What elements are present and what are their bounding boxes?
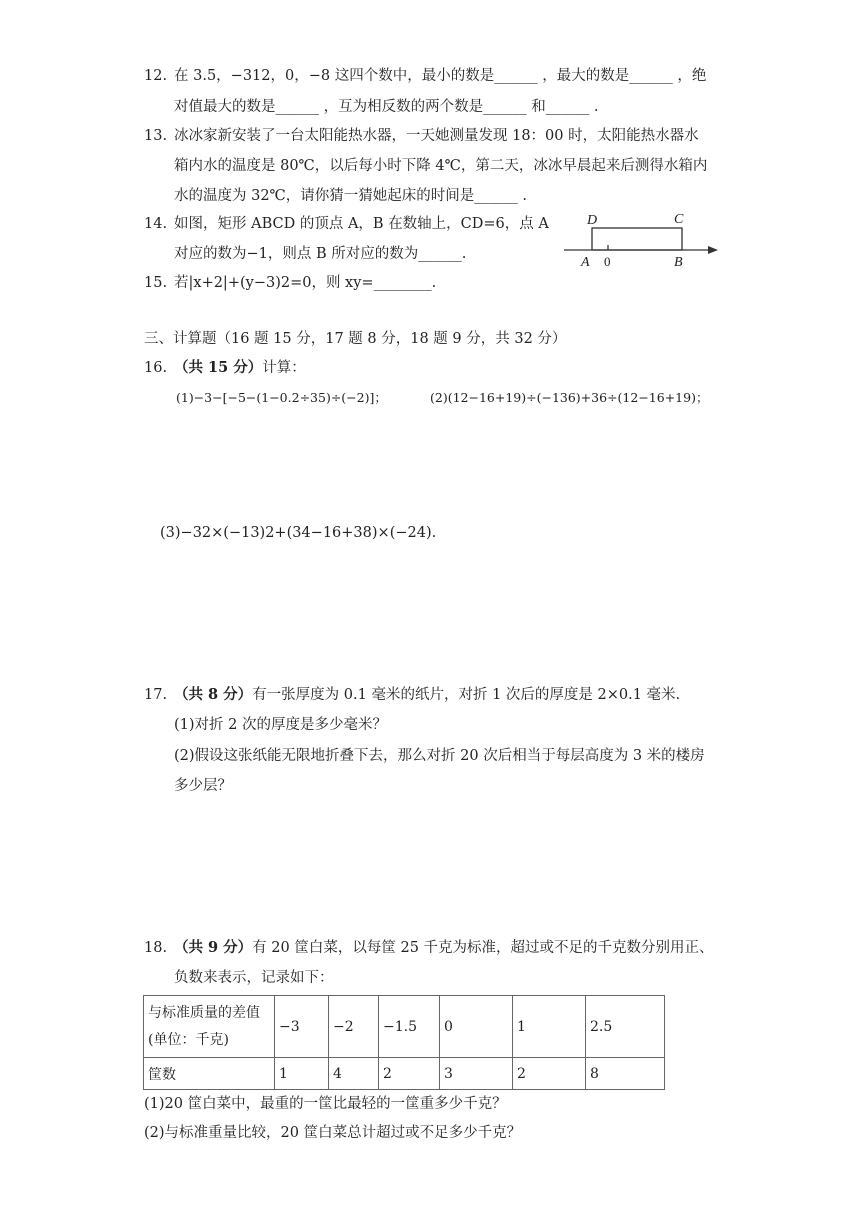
section-heading: 三、计算题（16 题 15 分，17 题 8 分，18 题 9 分，共 32 分） — [144, 331, 567, 347]
table-row — [144, 996, 665, 1058]
label-d: D — [587, 213, 598, 228]
q16-part3: (3)−32×(−13)2+(34−16+38)×(−24). — [160, 525, 437, 541]
q18-line2: 负数来表示，记录如下： — [174, 970, 334, 986]
table-cell: −3 — [275, 996, 329, 1058]
table-cell: 2 — [513, 1058, 586, 1090]
q12-text-line1: 在 3.5，−312，0，−8 这四个数中，最小的数是______ ，最大的数是______ ，绝 — [174, 68, 707, 84]
q17-sub2-line1: (2)假设这张纸能无限地折叠下去，那么对折 20 次后相当于每层高度为 3 米的楼房 — [174, 748, 705, 764]
q16-part2: (2)(12−16+19)÷(−136)+36÷(12−16+19)； — [430, 390, 709, 405]
q15-number: 15. — [144, 275, 168, 291]
q14-text-line1: 如图，矩形 ABCD 的顶点 A，B 在数轴上，CD=6，点 A — [174, 216, 549, 232]
q18-line1 — [174, 938, 714, 958]
rectangle-abcd — [592, 228, 682, 250]
q18-text: 有 20 筐白菜，以每筐 25 千克为标准，超过或不足的千克数分别用正、 — [252, 940, 714, 956]
table-cell: 0 — [440, 996, 513, 1058]
q17-sub1: (1)对折 2 次的厚度是多少毫米？ — [174, 717, 387, 733]
q17-sub2-line2: 多少层？ — [174, 778, 232, 794]
table-cell: −1.5 — [379, 996, 440, 1058]
table-cell: 8 — [586, 1058, 665, 1090]
q16-number: 16. — [144, 360, 168, 376]
q17-line1 — [174, 685, 680, 705]
number-line-arrow — [708, 246, 718, 254]
q12-number: 12. — [144, 68, 168, 84]
table-cell: 1 — [275, 1058, 329, 1090]
label-c: C — [674, 212, 684, 227]
q13-text-line1: 冰冰家新安装了一台太阳能热水器，一天她测量发现 18：00 时，太阳能热水器水 — [174, 128, 699, 144]
q14-number: 14. — [144, 216, 168, 232]
table-cell: 2 — [379, 1058, 440, 1090]
q17-text: 有一张厚度为 0.1 毫米的纸片，对折 1 次后的厚度是 2×0.1 毫米. — [252, 687, 681, 703]
table-cell: −2 — [329, 996, 379, 1058]
table-row-label: 筐数 — [144, 1058, 275, 1090]
label-a: A — [581, 255, 590, 270]
q17-points: （共 8 分） — [174, 686, 253, 703]
table-header-line2: (单位：千克) — [148, 1031, 229, 1048]
q18-points: （共 9 分） — [174, 939, 253, 956]
q18-number: 18. — [144, 940, 168, 956]
q14-text-line2: 对应的数为−1，则点 B 所对应的数为______. — [174, 246, 467, 262]
table-header-line1: 与标准质量的差值 — [148, 1004, 260, 1021]
table-cell: 1 — [513, 996, 586, 1058]
table-row — [144, 1058, 665, 1090]
rectangle-number-line-figure — [560, 208, 720, 270]
q13-text-line2: 箱内水的温度是 80℃，以后每小时下降 4℃，第二天，冰冰早晨起来后测得水箱内 — [174, 158, 708, 174]
table-cell: 4 — [329, 1058, 379, 1090]
q18-sub2: (2)与标准重量比较，20 筐白菜总计超过或不足多少千克？ — [144, 1125, 522, 1141]
table-header-cell — [144, 996, 275, 1058]
q13-text-line3: 水的温度为 32℃，请你猜一猜她起床的时间是______ . — [174, 188, 527, 204]
table-cell: 2.5 — [586, 996, 665, 1058]
q16-intro: 计算： — [262, 360, 306, 376]
q16-part1: (1)−3−[−5−(1−0.2÷35)÷(−2)]； — [176, 390, 387, 405]
label-b: B — [674, 255, 683, 270]
q18-sub1: (1)20 筐白菜中，最重的一筐比最轻的一筐重多少千克？ — [144, 1096, 507, 1112]
label-zero: 0 — [604, 254, 611, 269]
q16-header — [174, 358, 306, 378]
table-cell: 3 — [440, 1058, 513, 1090]
q13-number: 13. — [144, 128, 168, 144]
q15-text: 若|x+2|+(y−3)2=0，则 xy=________. — [174, 275, 437, 291]
cabbage-weight-table — [143, 995, 665, 1090]
q17-number: 17. — [144, 687, 168, 703]
q12-text-line2: 对值最大的数是______ ，互为相反数的两个数是______ 和______ . — [174, 99, 599, 115]
q16-points: （共 15 分） — [174, 359, 263, 376]
